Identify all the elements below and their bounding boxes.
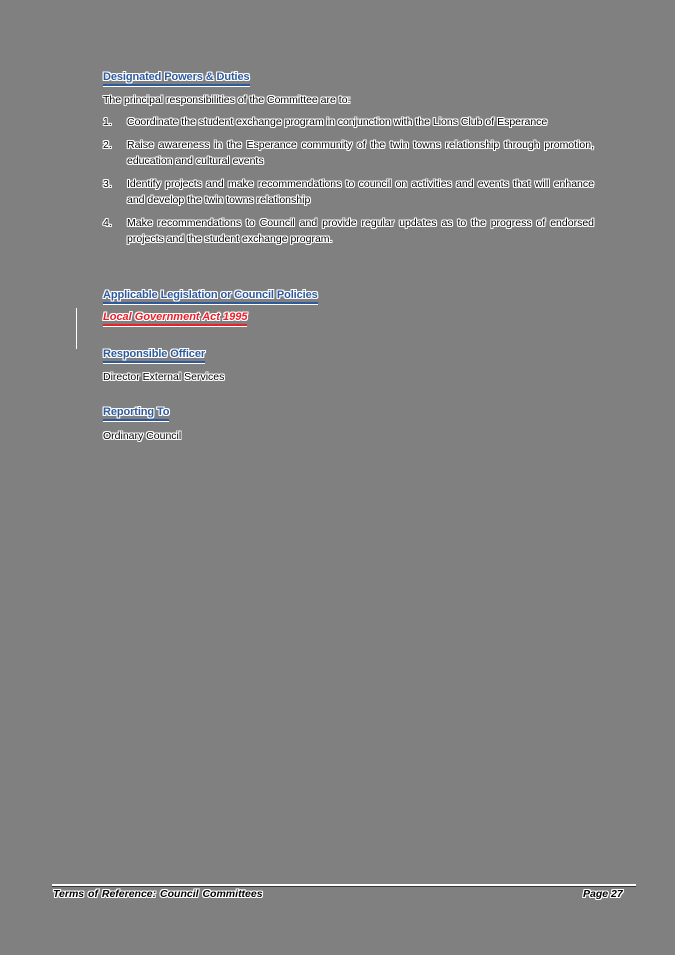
list-item (103, 215, 594, 248)
footer-divider (52, 884, 636, 887)
legislation-link[interactable]: Local Government Act 1995 (103, 311, 247, 326)
list-item-number: 3. (103, 177, 112, 190)
footer-document-title: Terms of Reference: Council Committees (53, 888, 263, 900)
list-item (103, 137, 594, 170)
list-item (103, 114, 594, 131)
list-item-number: 1. (103, 116, 112, 128)
list-item-text: Identify projects and make recommendations to council on activities and events that will enhance and develop the twin towns relationship (127, 177, 594, 206)
list-item-text: Raise awareness in the Esperance community of the twin towns relationship through promotion, education and cultural events (127, 138, 594, 167)
list-item-number: 2. (103, 138, 112, 151)
section-heading-responsible-officer: Responsible Officer (103, 348, 205, 363)
list-item-text: Coordinate the student exchange program in conjunction with the Lions Club of Esperance (127, 116, 548, 128)
list-item (103, 176, 594, 209)
footer-page-number: Page 27 (583, 888, 623, 900)
powers-intro-text: The principal responsibilities of the Committee are to: (103, 94, 351, 106)
responsible-officer-value: Director External Services (103, 371, 225, 383)
list-item-number: 4. (103, 216, 112, 229)
responsibilities-list (103, 114, 594, 254)
revision-change-bar (76, 308, 77, 349)
section-heading-legislation: Applicable Legislation or Council Policies (103, 289, 318, 304)
reporting-to-value: Ordinary Council (103, 430, 182, 442)
list-item-text: Make recommendations to Council and provide regular updates as to the progress of endorsed projects and the student exchange program. (127, 216, 594, 245)
section-heading-reporting-to: Reporting To (103, 406, 169, 421)
section-heading-powers-duties: Designated Powers & Duties (103, 71, 250, 86)
